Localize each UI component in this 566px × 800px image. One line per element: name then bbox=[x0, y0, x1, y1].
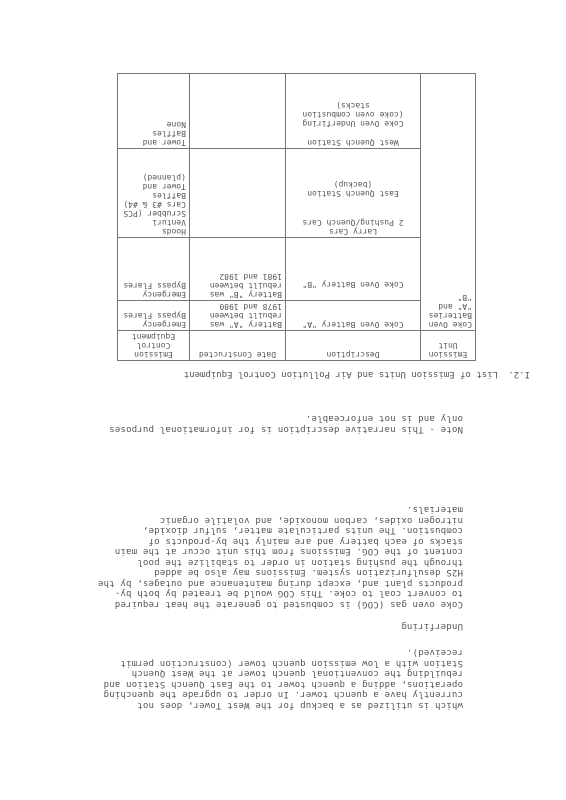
description-line: Larry Cars bbox=[328, 227, 378, 236]
description-line: Coke Oven Battery "A" bbox=[302, 320, 404, 329]
control-line: Tower and bbox=[142, 182, 186, 191]
section-title: List of Emission Units and Air Pollution Control Equipment bbox=[183, 369, 498, 379]
cell-control bbox=[118, 74, 190, 149]
cell-date bbox=[190, 149, 286, 238]
date-line: Battery "A" was bbox=[209, 320, 282, 329]
cell-control bbox=[118, 149, 190, 238]
section-heading bbox=[184, 369, 530, 379]
control-line: Hoods bbox=[161, 227, 186, 236]
unit-line: Coke Oven bbox=[428, 320, 472, 329]
description-line: Coke Oven Underfiring bbox=[302, 119, 404, 128]
header-date-constructed: Date Constructed bbox=[190, 331, 286, 361]
section-number: I.2. bbox=[508, 369, 530, 379]
underfiring-heading-text: Underfiring bbox=[401, 621, 463, 631]
cell-control bbox=[118, 301, 190, 331]
text-line: Note - This narrative description is for informational purposes bbox=[109, 424, 463, 434]
header-control-equipment: Emission Control Equipment bbox=[118, 331, 190, 361]
description-line: 2 Pushing/Quench Cars bbox=[302, 218, 404, 227]
cell-emission-unit bbox=[421, 74, 476, 331]
description-line: Coke Oven Battery "B" bbox=[302, 280, 404, 289]
date-line: Battery "B" was bbox=[209, 290, 282, 299]
cell-control bbox=[118, 238, 190, 301]
emission-units-table bbox=[117, 73, 476, 361]
text-line: currently have a quench tower. In order to upgrade the quenching bbox=[103, 689, 463, 700]
text-line: only and is not enforceable. bbox=[305, 413, 463, 424]
header-emission-unit: Emission Unit bbox=[421, 331, 476, 361]
text-line: rebuilding the conventional quench tower at the West Quench bbox=[131, 668, 463, 679]
control-line: (planned) bbox=[142, 173, 186, 182]
control-line: Cars #3 & #4) bbox=[123, 200, 186, 209]
control-line: Scrubber (PCS bbox=[123, 209, 186, 218]
text-line: which is utilized as a backup for the West Tower, does not bbox=[137, 700, 463, 710]
text-line: products plant and, except during maintenance and outages, by the bbox=[97, 578, 463, 588]
control-line: None bbox=[166, 120, 186, 129]
cell-description bbox=[286, 149, 421, 238]
unit-line: "A" and bbox=[438, 302, 472, 311]
underfiring-heading bbox=[73, 621, 463, 632]
cell-date bbox=[190, 74, 286, 149]
control-line: Emergency bbox=[142, 320, 186, 329]
text-line: materials. bbox=[406, 504, 463, 515]
text-line: stacks of each battery and are mainly the by-products of bbox=[148, 536, 463, 546]
unit-line: "B" bbox=[457, 293, 472, 302]
text-line: Station with a low emission quench tower (construction permit bbox=[120, 658, 463, 668]
intro-paragraph bbox=[73, 647, 463, 710]
text-line: content of the COG. Emissions from this unit occur at the main bbox=[114, 546, 463, 557]
text-line: combustion. The units particulate matter, sulfur dioxide, bbox=[142, 525, 463, 536]
unit-line: Batteries bbox=[428, 311, 472, 320]
description-line: (coke oven combustion bbox=[302, 110, 404, 119]
cell-date bbox=[190, 238, 286, 301]
cell-description bbox=[286, 301, 421, 331]
cell-description bbox=[286, 238, 421, 301]
control-line: Baffles bbox=[152, 129, 186, 138]
table-row bbox=[118, 301, 476, 331]
text-line: H2S desulfurization system. Emissions may also be added bbox=[153, 567, 463, 578]
text-line: received). bbox=[406, 647, 463, 658]
text-line: operations, adding a quench tower to the East Quench Station and bbox=[103, 679, 463, 689]
control-line: Baffles bbox=[152, 191, 186, 200]
text-line: through the pushing station in order to stabilize the pool bbox=[137, 557, 463, 567]
date-line: 1978 and 1980 bbox=[219, 302, 282, 311]
date-line: rebuilt between bbox=[209, 281, 282, 290]
text-line: nitrogen oxides, carbon monoxide, and volatile organic bbox=[159, 515, 463, 525]
control-line: Tower and bbox=[142, 138, 186, 147]
description-line: (backup) bbox=[333, 180, 373, 189]
cell-description bbox=[286, 74, 421, 149]
note-paragraph bbox=[73, 413, 463, 434]
description-line: West Quench Station bbox=[307, 138, 399, 147]
text-line: Coke oven gas (COG) is combusted to generate the heat required bbox=[114, 599, 463, 609]
control-line: Emergency bbox=[142, 290, 186, 299]
description-line: stacks) bbox=[336, 101, 370, 110]
table-header-row bbox=[118, 331, 476, 361]
text-line: to convert coal to coke. This COG would be treated by both by- bbox=[114, 588, 463, 599]
cell-date bbox=[190, 301, 286, 331]
description-line: East Quench Station bbox=[307, 189, 399, 198]
date-line: 1981 and 1982 bbox=[219, 272, 282, 281]
control-line: Bypass Flares bbox=[123, 281, 186, 290]
header-description: Description bbox=[286, 331, 421, 361]
date-line: rebuilt between bbox=[209, 311, 282, 320]
control-line: Bypass Flares bbox=[123, 311, 186, 320]
control-line: Venturi bbox=[152, 218, 186, 227]
underfiring-paragraph bbox=[73, 504, 463, 609]
